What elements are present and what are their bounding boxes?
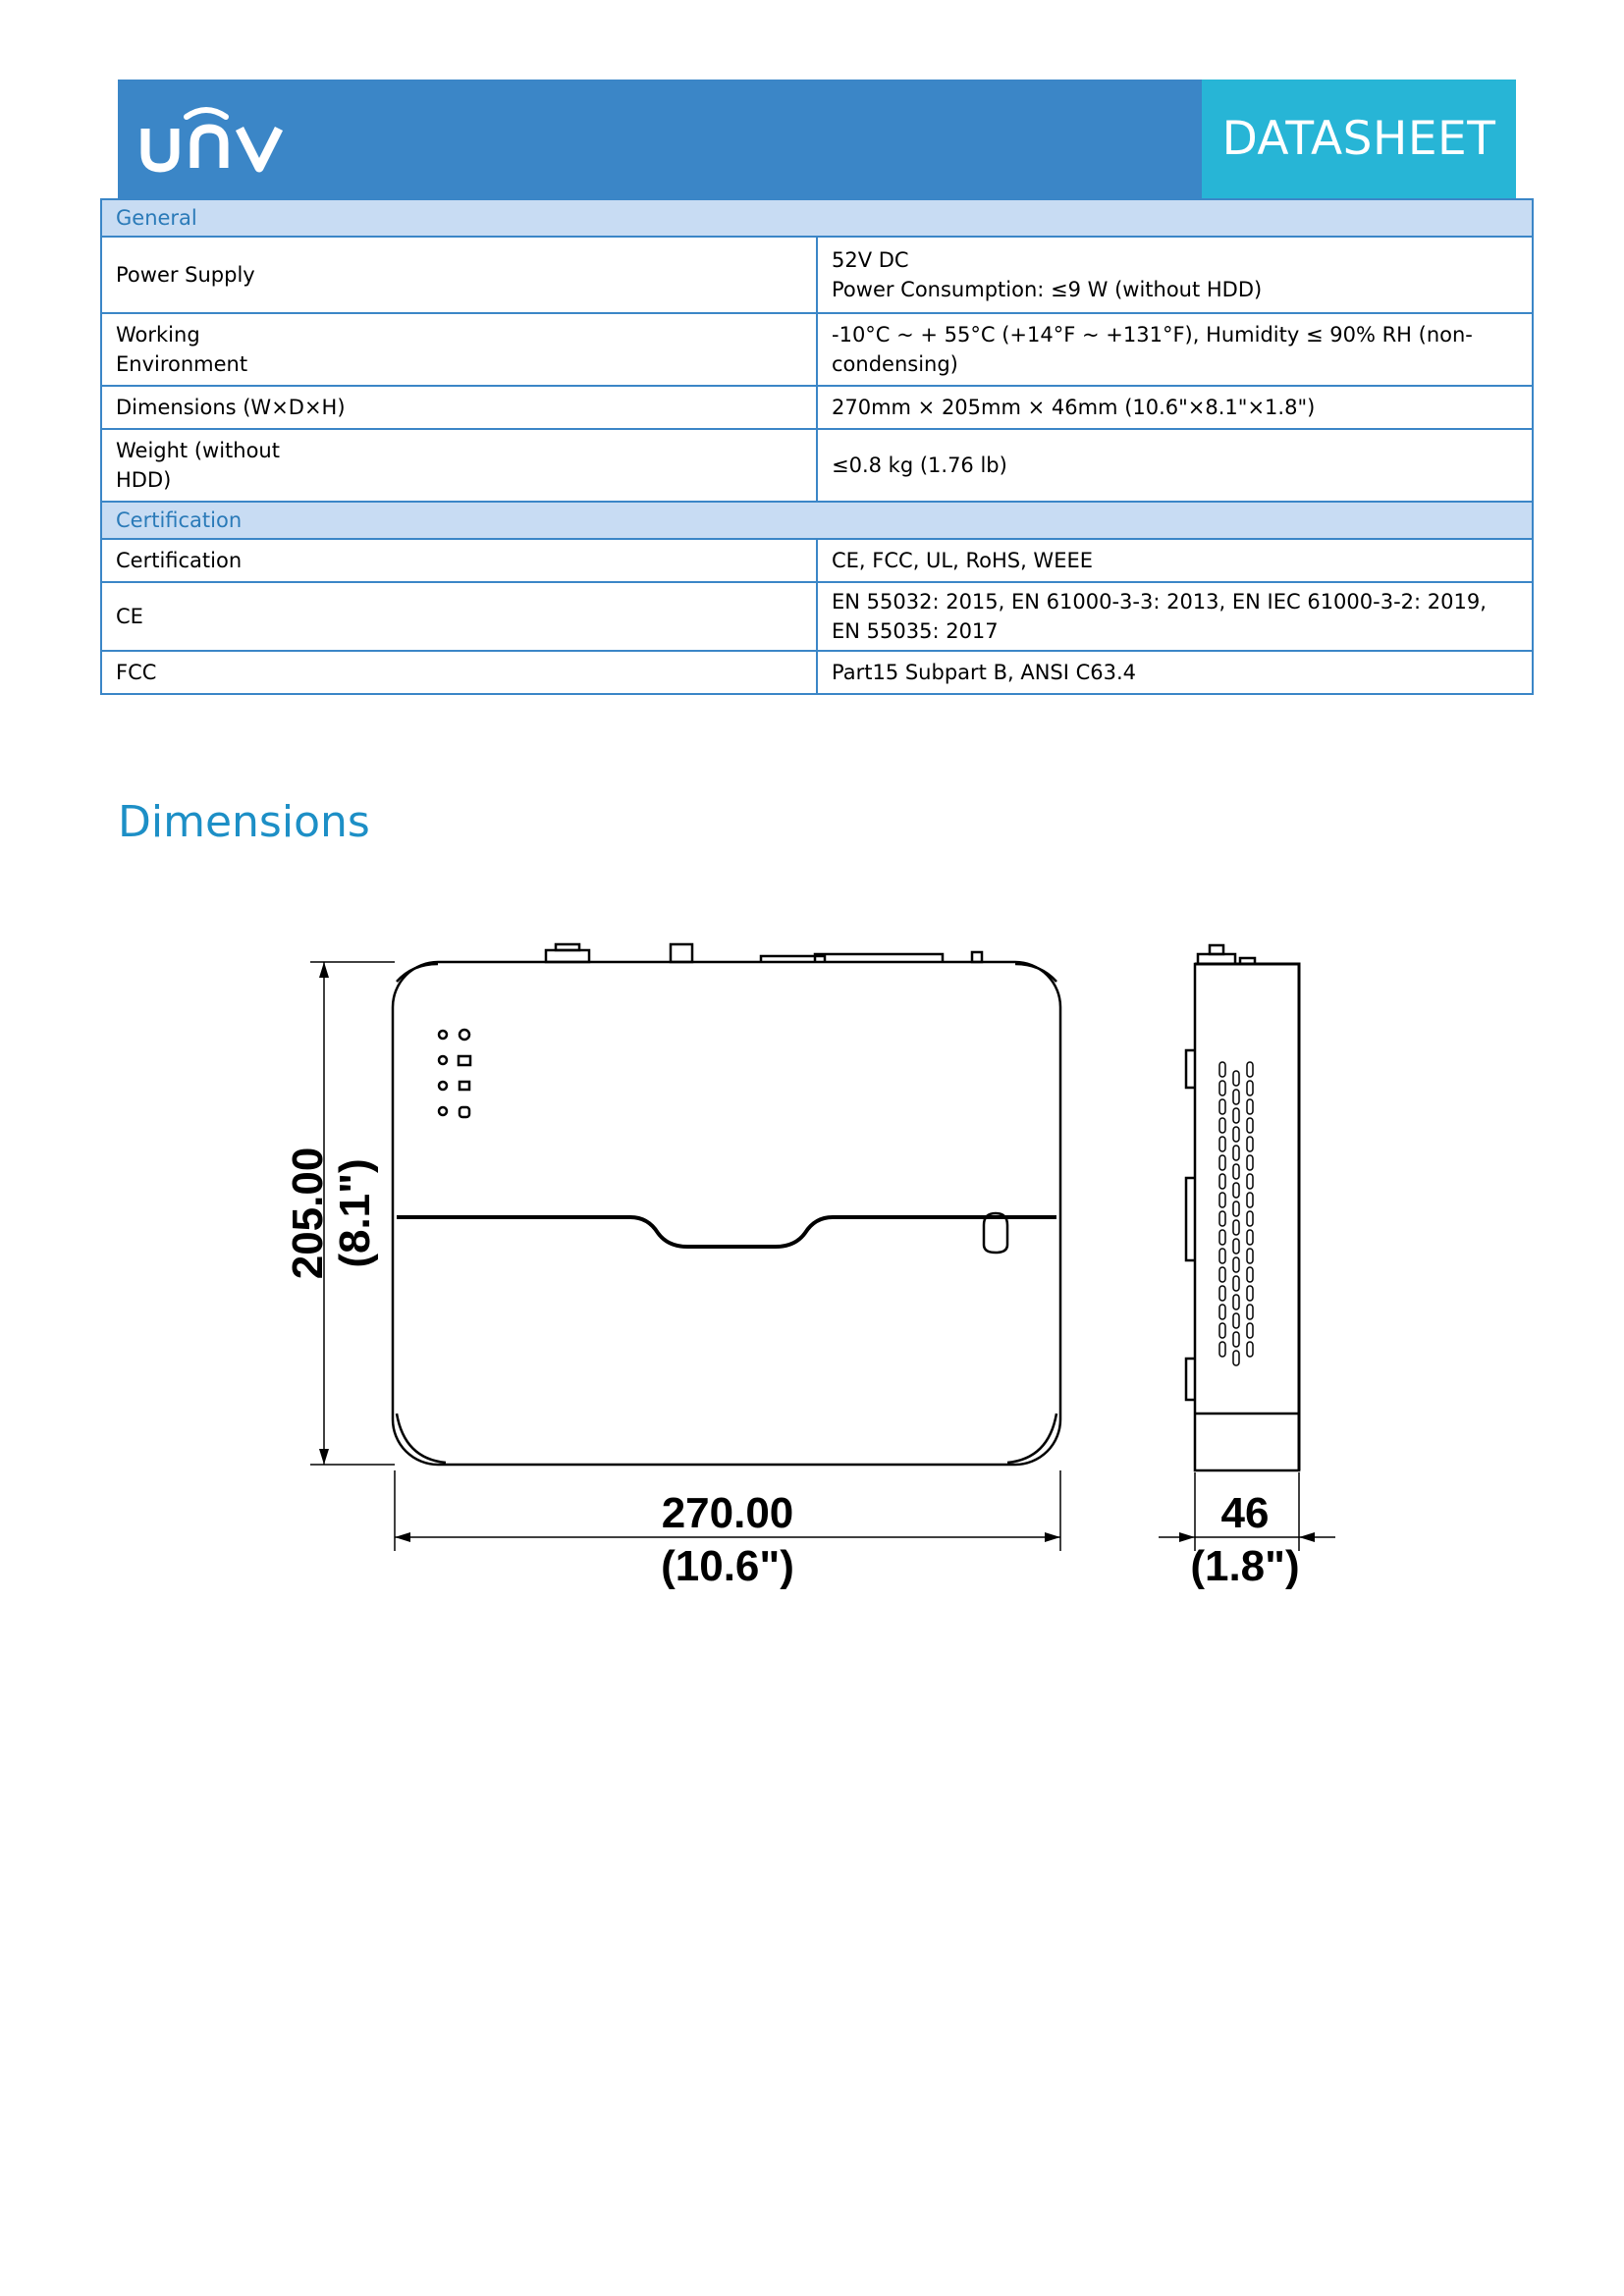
vent-slot xyxy=(1219,1081,1225,1095)
vent-slot xyxy=(1233,1351,1239,1365)
vent-slot xyxy=(1247,1267,1253,1282)
vent-slot xyxy=(1219,1155,1225,1170)
vent-slot xyxy=(1247,1193,1253,1207)
vent-slot xyxy=(1233,1239,1239,1254)
section-title: General xyxy=(101,199,1533,237)
vent-slot xyxy=(1247,1211,1253,1226)
row-value: ≤0.8 kg (1.76 lb) xyxy=(817,429,1533,502)
device-front-outline xyxy=(393,962,1060,1465)
vent-slot xyxy=(1247,1062,1253,1077)
vent-slot xyxy=(1219,1211,1225,1226)
height-inch: (8.1") xyxy=(331,1158,379,1268)
vent-slot xyxy=(1247,1323,1253,1338)
row-value: Part15 Subpart B, ANSI C63.4 xyxy=(817,651,1533,694)
vent-slot xyxy=(1247,1118,1253,1133)
section-title: Certification xyxy=(101,502,1533,539)
vent-slot xyxy=(1233,1146,1239,1160)
row-label: Certification xyxy=(101,539,817,582)
vent-slot xyxy=(1247,1081,1253,1095)
depth-inch: (1.8") xyxy=(1190,1542,1300,1590)
vent-slot xyxy=(1233,1276,1239,1291)
vent-slot xyxy=(1247,1099,1253,1114)
label-line: Weight (without xyxy=(116,439,280,462)
vent-slot xyxy=(1233,1313,1239,1328)
vent-slot xyxy=(1219,1062,1225,1077)
vent-slot xyxy=(1233,1201,1239,1216)
label-line: Working xyxy=(116,323,200,347)
vent-slot xyxy=(1219,1286,1225,1301)
vent-slot xyxy=(1219,1323,1225,1338)
label-line: HDD) xyxy=(116,468,172,492)
vent-slot xyxy=(1219,1342,1225,1357)
vent-slot xyxy=(1247,1155,1253,1170)
vent-slot xyxy=(1247,1286,1253,1301)
dimensions-heading: Dimensions xyxy=(118,797,370,847)
row-value: 270mm × 205mm × 46mm (10.6"×8.1"×1.8") xyxy=(817,386,1533,429)
vent-slot xyxy=(1233,1108,1239,1123)
width-inch: (10.6") xyxy=(661,1542,794,1590)
vent-slot xyxy=(1233,1090,1239,1104)
vent-slot xyxy=(1219,1305,1225,1319)
row-value: -10°C ~ + 55°C (+14°F ~ +131°F), Humidity ≤ 90% RH (non-condensing) xyxy=(817,313,1533,386)
row-label: Dimensions (W×D×H) xyxy=(101,386,817,429)
vent-slot xyxy=(1219,1267,1225,1282)
label-line: Environment xyxy=(116,352,248,376)
vent-slot xyxy=(1233,1220,1239,1235)
vent-slot xyxy=(1233,1295,1239,1309)
row-value: CE, FCC, UL, RoHS, WEEE xyxy=(817,539,1533,582)
vent-slot xyxy=(1247,1137,1253,1151)
value-line: Power Consumption: ≤9 W (without HDD) xyxy=(832,278,1263,301)
vent-slot xyxy=(1247,1342,1253,1357)
datasheet-badge: DATASHEET xyxy=(1202,80,1516,198)
row-label: Power Supply xyxy=(101,237,817,313)
vent-slot xyxy=(1233,1332,1239,1347)
vent-slot xyxy=(1233,1183,1239,1198)
vent-slot xyxy=(1219,1099,1225,1114)
vent-slot xyxy=(1219,1118,1225,1133)
vent-slot xyxy=(1219,1230,1225,1245)
vent-slot xyxy=(1233,1257,1239,1272)
vent-slot xyxy=(1219,1174,1225,1189)
width-value: 270.00 xyxy=(661,1489,794,1537)
row-label: CE xyxy=(101,582,817,651)
vent-slot xyxy=(1233,1164,1239,1179)
vent-slot xyxy=(1219,1249,1225,1263)
vent-slot xyxy=(1233,1071,1239,1086)
vent-slot xyxy=(1247,1174,1253,1189)
depth-value: 46 xyxy=(1220,1489,1270,1537)
row-label: FCC xyxy=(101,651,817,694)
vent-slot xyxy=(1233,1127,1239,1142)
value-line: 52V DC xyxy=(832,248,909,272)
vent-slot xyxy=(1219,1137,1225,1151)
vent-slot xyxy=(1219,1193,1225,1207)
vent-slot xyxy=(1247,1249,1253,1263)
vent-slot xyxy=(1247,1230,1253,1245)
vent-slot xyxy=(1247,1305,1253,1319)
height-value: 205.00 xyxy=(284,1147,332,1280)
row-value: EN 55032: 2015, EN 61000-3-3: 2013, EN IEC 61000-3-2: 2019, EN 55035: 2017 xyxy=(817,582,1533,651)
